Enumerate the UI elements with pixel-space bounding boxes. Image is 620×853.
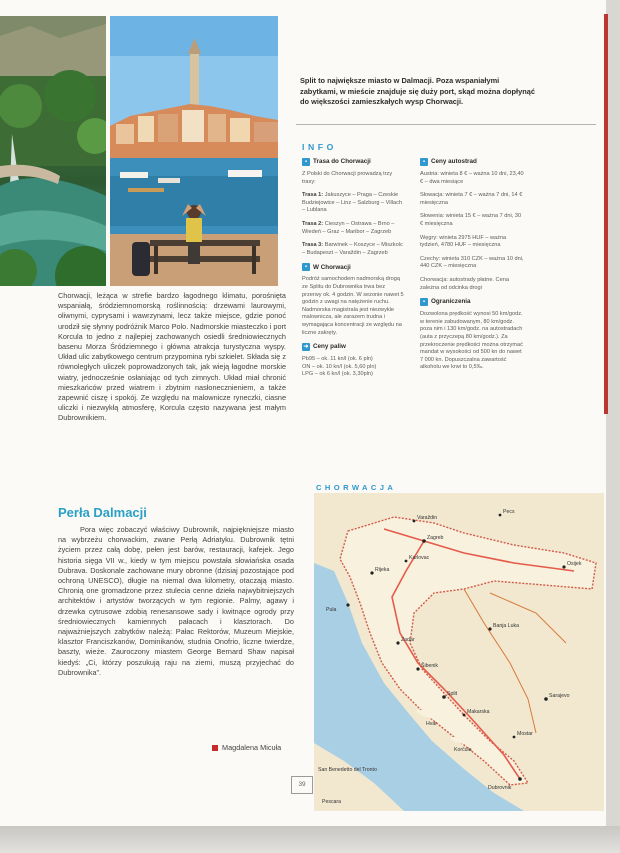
article-body: Chorwacji, leżąca w strefie bardzo łagodnego klimatu, porośnięta wspaniałą, śródziemnomorską roślinnością: drzewami laurowymi, oliwnymi, cyprysami i wawrzynami, lecz także miejsce, gdzie ponoć urodził się słynny podróżnik Marco Polo. Nadmorskie miasteczko i port Korcula to jedno z najlepiej zachowanych osiedli średniowiecznych basenu Morza Śródziemnego i główna atrakcja turystyczna wyspy. Układ ulic zabytkowego centrum przypomina rybi szkielet. Składa się z równoległych uliczek poprowadzonych tak, jak wieją łagodne morskie wiatry, jednocześnie osłaniając od tych zimnych. Układ miał chronić mieszkańców przed wiatrem i zbytnim nasłonecznieniem, a także zapewnić ciszę i spokój. Ze względu na malownicze ryneczki, ciasne uliczki i niezwykłą atmosferę, Korcula często nazywana jest małym Dubrownikiem. [58, 291, 286, 423]
limits-text: Dozwolona prędkość wynosi 50 km/godz. w terenie zabudowanym, 80 km/godz. poza nim i 130 km/godz. na autostradach (auta z przyczepą 80 km/godz.). Za przekroczenie prędkości można otrzymać mandat w wysokości od 500 kn do nawet 7 000 kn. Dopuszczalna zawartość alkoholu we krwi to 0,5‰. [420, 311, 523, 371]
route-heading-label: Trasa do Chorwacji [313, 158, 371, 166]
map-label-makarska: Makarska [467, 709, 490, 715]
limits-heading-label: Ograniczenia [431, 298, 471, 306]
arrow-right-icon: ➜ [303, 344, 309, 351]
article-body-2: Pora więc zobaczyć właściwy Dubrownik, najpiękniejsze miasto na wybrzeżu chorwackim, zwane Perłą Adriatyku. Dubrownik tętni życiem przez całą dobę, pełen jest barów, restauracji, kafejek. Jego historia sięga VII w., kiedy w tym miejscu powstała słowiańska osada Dubrava. Doskonale zachowane mury obronne (dzisiaj pozostające pod ochroną UNESCO), długie na niemal dwa kilometry, otaczają miasto. Chronią one gromadzone przez stulecia cenne dzieła najwybitniejszych architektów i artystów tworzących w tym regionie. Palmy, agawy i drzewka cytrusowe zdobią renesansowe sady i kwitnące ogrody przy średniowiecznych kamiennych pałacach i klasztorach. Do najważniejszych zabytków należą: Pałac Rektorów, Muzeum Miejskie, klasztor Franciszkanów, Dominikanów, studnia Onofrio, liczne twierdze, baszty, wieże. Zauroczony miastem George Bernard Shaw napisał kiedyś: „Ci, którzy poszukują raju na ziemi, muszą przyjechać do Dubrownika”. [58, 525, 294, 677]
page-edge-stripe [604, 14, 608, 414]
map-label-pecs: Pecs [503, 509, 515, 515]
map-label-mostar: Mostar [517, 731, 533, 737]
croatia-map [314, 493, 604, 811]
info-column-left [302, 158, 406, 379]
fuel-heading-label: Ceny paliw [313, 343, 346, 351]
toll-item: Chorwacja: autostrady płatne. Cena zależna od odcinka drogi [420, 276, 509, 291]
speed-limit-icon: ▪ [420, 298, 428, 306]
in-croatia-heading-label: W Chorwacji [313, 263, 351, 271]
page-shadow [0, 826, 620, 853]
toll-item: Czechy: winieta 310 CZK – ważna 10 dni, 440 CZK – miesięczna [420, 255, 524, 270]
fuel-heading [302, 343, 406, 351]
map-label-pescara: Pescara [322, 799, 342, 805]
info-column-right [420, 158, 524, 378]
author-name: Magdalena Micuła [222, 743, 282, 752]
map-label-korcula: Korčula [454, 747, 472, 753]
info-section-title: INFO [302, 142, 337, 152]
map-label-zadar: Zadar [401, 637, 415, 643]
fuel-line: LPG – ok 6 kn/l (ok. 3,30pln) [302, 371, 373, 378]
author-byline [212, 743, 281, 752]
route-item: Trasa 2: Cieszyn – Ostrawa – Brno – Wiedeń – Graz – Maribor – Zagrzeb [302, 220, 395, 235]
tolls-heading [420, 158, 524, 166]
map-label-dubrovnik: Dubrovnik [488, 785, 512, 791]
toll-item: Słowenia: winieta 15 € – ważna 7 dni, 30 € miesięczna [420, 213, 522, 227]
car-icon: ▪ [302, 158, 310, 166]
route-heading [302, 158, 406, 166]
in-croatia-text: Podróż samochodem nadmorską drogą ze Splitu do Dubrownika trwa bez przerwy ok. 4 godzin. W sezonie nawet 5 godzin z uwagi na natężenie ruchu. Nadmorska magistrala jest niezwykle malownicza, ale zarazem trudna i wymagająca koncentracji ze względu na liczne zakręty. [302, 276, 404, 336]
map-label-pula: Pula [326, 607, 337, 613]
intro-lead: Split to największe miasto w Dalmacji. Poza wspaniałymi zabytkami, w mieście znajduje się duży port, skąd można dopłynąć do większości zamieszkałych wysp Chorwacji. [300, 76, 535, 107]
map-label-osijek: Osijek [567, 561, 582, 567]
fuel-line: ON – ok. 10 kn/l (ok. 5,60 pln) [302, 363, 377, 370]
map-label-sibenik: Šibenik [421, 663, 439, 669]
divider [296, 124, 596, 125]
route-item: Trasa 3: Barwinek – Koszyce – Miszkolc – Budapeszt – Varaždin – Zagrzeb [302, 242, 403, 256]
map-label-banja-luka: Banja Luka [493, 623, 519, 629]
map-label-sarajevo: Sarajevo [549, 693, 570, 699]
toll-icon: ▪ [420, 158, 428, 166]
map-label-san-benedetto: San Benedetto del Tronto [318, 767, 377, 773]
map-label-karlovac: Karlovac [409, 555, 430, 561]
photo-waterfall [0, 16, 106, 286]
article-subheading: Perła Dalmacji [58, 505, 147, 520]
tolls-heading-label: Ceny autostrad [431, 158, 477, 166]
map-label-rijeka: Rijeka [375, 567, 390, 573]
limits-heading [420, 298, 524, 306]
map-label-zagreb: Zagreb [427, 535, 444, 541]
route-item: Trasa 1: Jakuszyce – Praga – Czeskie Budziejowice – Linz – Salzburg – Villach – Lublana [302, 192, 403, 214]
map-label-hvar: Hvar [426, 721, 437, 727]
in-croatia-heading [302, 263, 406, 271]
map-title: CHORWACJA [316, 483, 397, 492]
map-label-varazdin: Varaždin [417, 515, 438, 521]
road-icon: ▪ [302, 263, 310, 271]
route-lead: Z Polski do Chorwacji prowadzą trzy trasy: [302, 171, 393, 185]
photo-harbour-town [110, 16, 278, 286]
toll-item: Słowacja: winieta 7 € – ważna 7 dni, 14 € miesięczna [420, 192, 523, 206]
fuel-line: Pb95 – ok. 11 kn/l (ok. 6 pln) [302, 356, 373, 363]
toll-item: Austria: winieta 8 € – ważna 10 dni, 23,40 € – dwa miesiące [420, 171, 524, 185]
toll-item: Węgry: winieta 2975 HUF – ważna tydzień, 4780 HUF – miesięczna [420, 234, 507, 249]
red-square-icon [212, 745, 218, 751]
page-number: 39 [291, 776, 313, 794]
map-label-split: Split [447, 691, 458, 697]
